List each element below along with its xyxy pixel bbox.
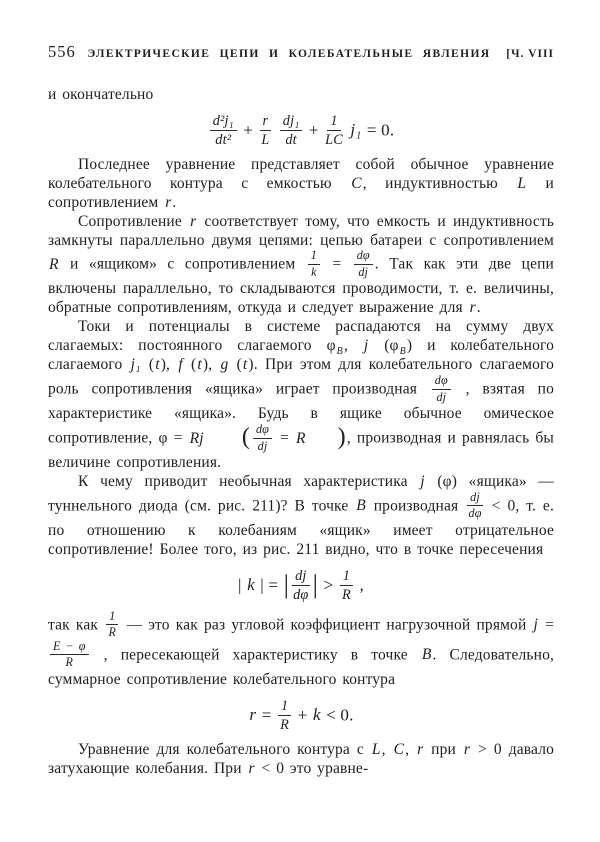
math-variable: t [242,356,248,374]
text-run: , [355,575,364,595]
text-run: и «ящиком» с сопротивлением [59,256,306,273]
page-number: 556 [48,42,76,61]
fraction-numerator: 1 [106,610,118,626]
display-formula [48,699,554,734]
math-variable: j [420,472,425,490]
math-variable: t [197,356,202,374]
text-run: (φ) «ящика» — туннельного диода (см. рис. 211)? В точке [48,472,555,515]
paragraph [48,608,554,690]
math-variable: r [190,212,197,230]
math-variable: B [421,646,432,664]
fraction-denominator: dt [285,131,297,148]
text-run: < 0. [321,705,354,725]
inline-fraction [292,568,310,603]
text-run: ( [229,356,242,374]
fraction-denominator: dj [436,389,447,404]
math-variable: r [469,299,476,317]
fraction-numerator: dj₁ [280,113,303,131]
fraction-denominator: dφ [293,586,309,603]
text-run: — это как раз угловой коэффициент нагрузочной прямой [120,616,533,634]
inline-fraction [106,610,118,640]
math-variable: r [248,759,255,777]
fraction-denominator: dφ [468,506,482,521]
inline-fraction [260,113,272,148]
fraction-numerator: E − φ [50,640,89,656]
big-delimiter: | [312,570,319,600]
math-variable: r [249,705,257,725]
math-variable: g [220,356,229,374]
text-run: , производная и равнялась бы величине сопротивления. [48,429,554,472]
math-variable: j₁ [130,356,141,374]
math-variable: j₁ [350,120,362,140]
running-title: ЭЛЕКТРИЧЕСКИЕ ЦЕПИ И КОЛЕБАТЕЛЬНЫЕ ЯВЛЕНИЯ [87,48,491,60]
inline-fraction [50,640,89,670]
text-run: = [257,705,276,725]
text-run: , [343,337,363,355]
fraction-denominator: L [261,131,270,148]
text-run: , [381,740,393,758]
big-delimiter: | [283,570,290,600]
text-run: при [424,740,463,758]
math-variable: j [533,616,538,634]
paragraph [48,473,554,560]
text-run: . Так как эти две цепи включены параллельно, то складываются проводимости, т. е. величины, обратные сопротивлениям, откуда и следует выражение для [48,256,555,317]
paragraph [48,86,554,105]
text-run: ( [183,356,197,374]
math-variable: R [296,429,306,447]
page-body [48,86,554,779]
fraction-numerator: dj [467,491,483,507]
display-formula [48,114,554,149]
text-run: | [238,575,247,595]
inline-fraction [325,113,343,148]
fraction-denominator: R [280,716,290,733]
big-delimiter: ) [337,424,346,451]
text-run: . [172,193,177,211]
math-variable: L [371,740,381,758]
text-run: + [293,705,312,725]
text-run: производная [366,497,466,515]
fraction-numerator: dφ [354,249,373,265]
text-run: . [476,299,481,317]
paragraph [48,741,554,779]
inline-fraction [432,374,451,404]
text-run: Уравнение для колебательного контура с [78,740,371,758]
math-variable: C [393,740,405,758]
text-run: и окончательно [48,86,154,103]
text-run [273,120,277,139]
text-run: К чему приводит необычная характеристика [78,472,420,490]
math-variable: r [463,740,471,758]
fraction-denominator: R [341,586,351,603]
fraction-denominator: dt² [215,131,232,148]
text-run: ) и колебательного слагаемого [48,337,555,374]
text-run: Токи и потенциалы в системе распадаются на сумму двух слагаемых: постоянного слагаемого φ [48,318,554,355]
fraction-denominator: LC [325,131,343,148]
math-variable: t [155,356,160,374]
math-variable: f [178,356,183,374]
math-variable: Rj [189,429,204,447]
display-formula [48,569,554,604]
text-run: < 0 это уравне- [255,759,369,777]
math-variable: k [312,705,321,725]
text-run: , пересекающей характеристику в точке [90,646,421,664]
text-run: = [274,429,296,447]
fraction-numerator: dj [292,568,310,586]
running-header [48,42,554,62]
text-run: , взятая по характеристике «ящика». Будь в ящике обычное омическое сопротивление, φ = [48,380,554,447]
fraction-numerator: d²j₁ [210,113,237,131]
text-run: = [321,256,352,273]
text-run: Сопротивление [78,212,190,230]
math-variable: k [247,575,255,595]
math-variable: R [49,256,59,273]
fraction-denominator: k [311,264,317,279]
text-run: | = [255,575,283,595]
text-run: + [304,120,324,140]
chapter-marker: [Ч. VIII [506,48,554,60]
fraction-numerator: dφ [253,423,272,439]
math-variable: j [363,337,369,355]
fraction-numerator: 1 [327,113,340,131]
text-run: так как [48,616,105,634]
fraction-denominator: R [108,625,117,640]
inline-fraction [308,249,320,279]
text-run: + [238,120,258,140]
inline-fraction [278,698,291,733]
text-run: . Следовательно, суммарное сопротивление колебательного контура [48,646,554,688]
fraction-numerator: 1 [340,568,353,586]
text-run: Последнее уравнение представляет собой обычное уравнение колебательного контура с емкостью [48,155,554,192]
paragraph [48,213,554,319]
inline-fraction [210,113,237,148]
math-subscript: B [336,346,343,358]
text-run: , индуктивностью [362,174,517,192]
math-variable: r [165,193,172,211]
math-variable: r [417,740,424,758]
inline-fraction [467,491,483,521]
text-run: < 0, т. е. по отношению к колебаниям «ящик» имеет отрицательное сопротивление! Более того, из рис. 211 видно, что в точке пересечения [48,497,554,558]
math-variable: L [517,174,527,192]
text-run: (φ [369,337,399,355]
text-run: > 0 давало затухающие колебания. При [48,740,554,777]
inline-fraction [253,423,272,453]
text-run: соответствует тому, что емкость и индуктивность замкнуты параллельно двумя цепями: цепью батареи с сопротивлением [48,212,554,249]
text-run: и сопротивлением [48,174,554,211]
fraction-numerator: 1 [278,698,291,716]
fraction-numerator: dφ [432,374,451,390]
text-run: ). При этом для колебательного слагаемого роль сопротивления «ящика» играет производная [48,356,554,398]
math-subscript: B [399,346,406,358]
big-delimiter: ( [241,424,250,451]
inline-fraction [340,568,353,603]
fraction-denominator: dj [358,264,369,279]
paragraph [48,318,554,473]
fraction-denominator: R [65,655,74,670]
text-run: > [319,575,338,595]
paragraph [48,156,554,213]
fraction-numerator: r [260,113,272,131]
inline-fraction [354,249,373,279]
text-run: ), [202,356,220,374]
text-run: , [405,740,417,758]
text-run: = 0. [362,120,395,140]
text-run: = [538,616,554,634]
text-run: ( [141,356,155,374]
fraction-denominator: dj [257,438,268,453]
math-variable: B [356,497,366,515]
math-variable: C [351,174,362,192]
text-run: ), [160,356,178,374]
fraction-numerator: 1 [308,249,320,265]
inline-fraction [280,113,303,148]
